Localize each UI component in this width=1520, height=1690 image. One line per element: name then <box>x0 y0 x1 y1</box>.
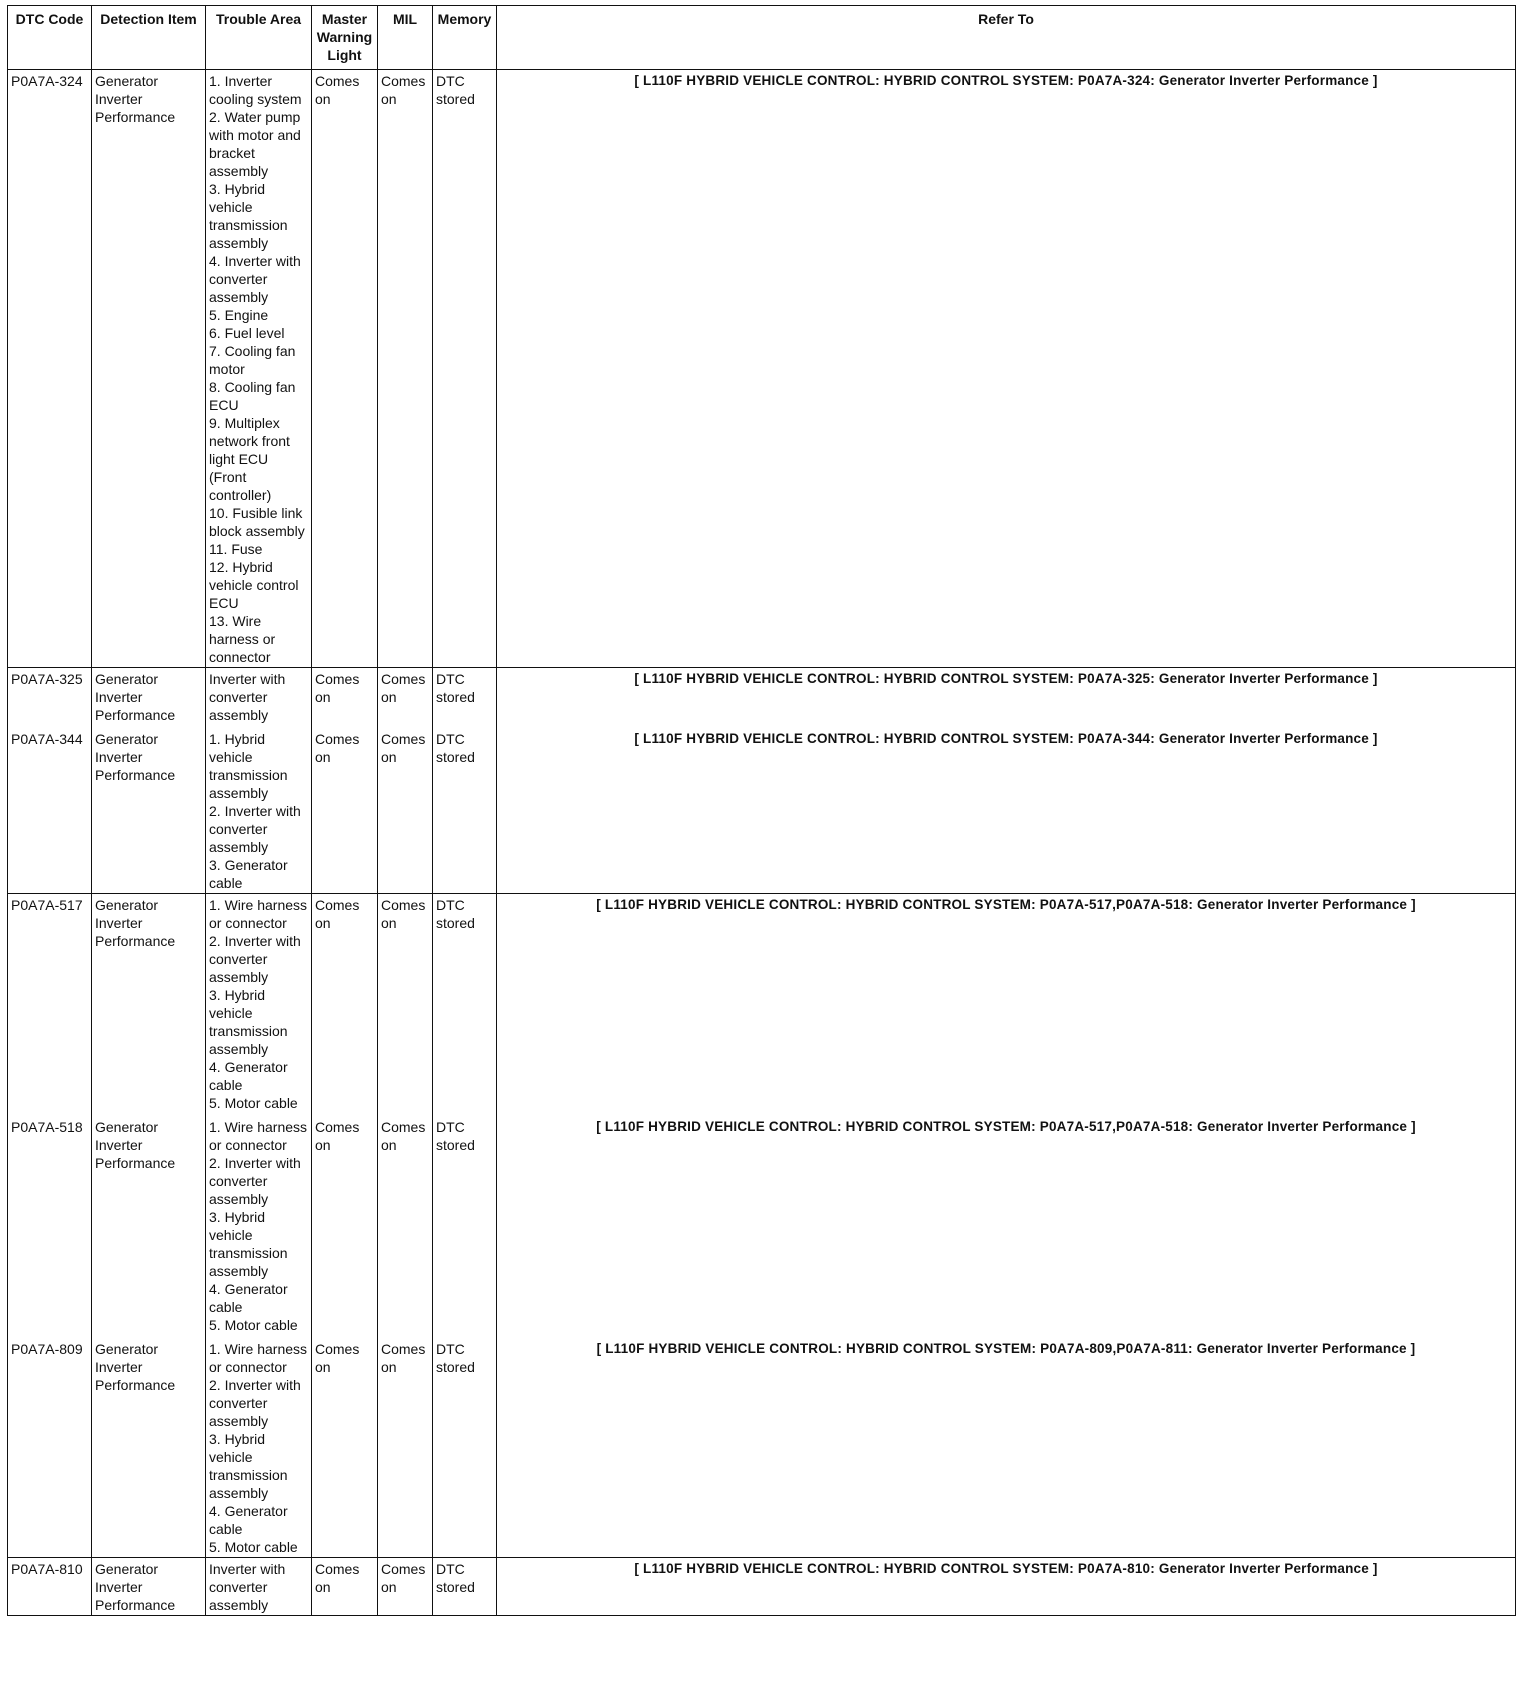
dtc-code-cell: P0A7A-810 <box>8 1558 92 1616</box>
table-row <box>8 1338 1516 1558</box>
dtc-code-cell: P0A7A-517 <box>8 894 92 1117</box>
memory-cell: DTC stored <box>433 728 497 894</box>
trouble-area-cell <box>206 894 312 1117</box>
trouble-area-line: 4. Inverter with converter assembly <box>209 253 301 305</box>
table-row <box>8 668 1516 729</box>
detection-item-cell: Generator Inverter Performance <box>92 1338 206 1558</box>
dtc-code-cell: P0A7A-809 <box>8 1338 92 1558</box>
dtc-code-cell: P0A7A-518 <box>8 1116 92 1338</box>
table-row <box>8 1116 1516 1338</box>
detection-item-cell: Generator Inverter Performance <box>92 1116 206 1338</box>
trouble-area-line: 7. Cooling fan motor <box>209 343 296 377</box>
refer-to-link[interactable]: [ L110F HYBRID VEHICLE CONTROL: HYBRID CONTROL SYSTEM: P0A7A-809,P0A7A-811: Generator Inverter Performance ] <box>497 1338 1516 1558</box>
trouble-area-line: 2. Water pump with motor and bracket assembly <box>209 109 301 179</box>
trouble-area-cell <box>206 1338 312 1558</box>
refer-to-link[interactable]: [ L110F HYBRID VEHICLE CONTROL: HYBRID CONTROL SYSTEM: P0A7A-344: Generator Inverter Performance ] <box>497 728 1516 894</box>
header-master-warning-light: Master Warning Light <box>312 6 378 70</box>
refer-to-link[interactable]: [ L110F HYBRID VEHICLE CONTROL: HYBRID CONTROL SYSTEM: P0A7A-517,P0A7A-518: Generator Inverter Performance ] <box>497 1116 1516 1338</box>
refer-to-link[interactable]: [ L110F HYBRID VEHICLE CONTROL: HYBRID CONTROL SYSTEM: P0A7A-517,P0A7A-518: Generator Inverter Performance ] <box>497 894 1516 1117</box>
mil-cell: Comes on <box>378 1558 433 1616</box>
table-row <box>8 1558 1516 1616</box>
detection-item-cell: Generator Inverter Performance <box>92 70 206 668</box>
master-warning-cell: Comes on <box>312 1558 378 1616</box>
memory-cell: DTC stored <box>433 894 497 1117</box>
memory-cell: DTC stored <box>433 1558 497 1616</box>
trouble-area-cell <box>206 1116 312 1338</box>
trouble-area-line: 8. Cooling fan ECU <box>209 379 296 413</box>
memory-cell: DTC stored <box>433 668 497 729</box>
trouble-area-line: 4. Generator cable <box>209 1059 288 1093</box>
header-refer-to: Refer To <box>497 6 1516 70</box>
dtc-code-cell: P0A7A-344 <box>8 728 92 894</box>
header-mil: MIL <box>378 6 433 70</box>
trouble-area-line: 13. Wire harness or connector <box>209 613 276 665</box>
detection-item-cell: Generator Inverter Performance <box>92 728 206 894</box>
trouble-area-line: 2. Inverter with converter assembly <box>209 1377 301 1429</box>
header-memory: Memory <box>433 6 497 70</box>
master-warning-cell: Comes on <box>312 894 378 1117</box>
trouble-area-line: 5. Motor cable <box>209 1095 298 1111</box>
header-dtc-code: DTC Code <box>8 6 92 70</box>
trouble-area-line: 2. Inverter with converter assembly <box>209 803 301 855</box>
trouble-area-line: 1. Wire harness or connector <box>209 1341 308 1375</box>
trouble-area-line: 6. Fuel level <box>209 325 285 341</box>
trouble-area-line: 3. Generator cable <box>209 857 288 891</box>
trouble-area-line: 3. Hybrid vehicle transmission assembly <box>209 987 288 1057</box>
table-header-row <box>8 6 1516 70</box>
trouble-area-line: 10. Fusible link block assembly <box>209 505 305 539</box>
trouble-area-line: 2. Inverter with converter assembly <box>209 933 301 985</box>
dtc-code-cell: P0A7A-324 <box>8 70 92 668</box>
memory-cell: DTC stored <box>433 70 497 668</box>
master-warning-cell: Comes on <box>312 668 378 729</box>
header-trouble-area: Trouble Area <box>206 6 312 70</box>
trouble-area-line: 1. Inverter cooling system <box>209 73 302 107</box>
detection-item-cell: Generator Inverter Performance <box>92 894 206 1117</box>
trouble-area-cell <box>206 668 312 729</box>
table-row <box>8 894 1516 1117</box>
mil-cell: Comes on <box>378 894 433 1117</box>
mil-cell: Comes on <box>378 1338 433 1558</box>
trouble-area-line: 5. Engine <box>209 307 269 323</box>
trouble-area-cell <box>206 70 312 668</box>
trouble-area-line: 9. Multiplex network front light ECU (Front controller) <box>209 415 290 503</box>
dtc-table <box>7 5 1516 1616</box>
mil-cell: Comes on <box>378 728 433 894</box>
trouble-area-line: 1. Wire harness or connector <box>209 897 308 931</box>
detection-item-cell: Generator Inverter Performance <box>92 668 206 729</box>
trouble-area-line: 3. Hybrid vehicle transmission assembly <box>209 1209 288 1279</box>
trouble-area-line: 4. Generator cable <box>209 1281 288 1315</box>
trouble-area-line: 12. Hybrid vehicle control ECU <box>209 559 299 611</box>
header-detection-item: Detection Item <box>92 6 206 70</box>
trouble-area-line: 3. Hybrid vehicle transmission assembly <box>209 1431 288 1501</box>
trouble-area-line: 11. Fuse <box>209 541 263 557</box>
trouble-area-line: 4. Generator cable <box>209 1503 288 1537</box>
trouble-area-line: 5. Motor cable <box>209 1317 298 1333</box>
trouble-area-line: 3. Hybrid vehicle transmission assembly <box>209 181 288 251</box>
trouble-area-cell <box>206 728 312 894</box>
master-warning-cell: Comes on <box>312 1116 378 1338</box>
refer-to-link[interactable]: [ L110F HYBRID VEHICLE CONTROL: HYBRID CONTROL SYSTEM: P0A7A-325: Generator Inverter Performance ] <box>497 668 1516 729</box>
table-row <box>8 70 1516 668</box>
dtc-table-page <box>7 5 1515 1616</box>
detection-item-cell: Generator Inverter Performance <box>92 1558 206 1616</box>
trouble-area-line: 1. Hybrid vehicle transmission assembly <box>209 731 288 801</box>
refer-to-link[interactable]: [ L110F HYBRID VEHICLE CONTROL: HYBRID CONTROL SYSTEM: P0A7A-324: Generator Inverter Performance ] <box>497 70 1516 668</box>
mil-cell: Comes on <box>378 1116 433 1338</box>
master-warning-cell: Comes on <box>312 1338 378 1558</box>
trouble-area-line: Inverter with converter assembly <box>209 671 286 723</box>
master-warning-cell: Comes on <box>312 728 378 894</box>
master-warning-cell: Comes on <box>312 70 378 668</box>
table-row <box>8 728 1516 894</box>
trouble-area-line: 2. Inverter with converter assembly <box>209 1155 301 1207</box>
refer-to-link[interactable]: [ L110F HYBRID VEHICLE CONTROL: HYBRID CONTROL SYSTEM: P0A7A-810: Generator Inverter Performance ] <box>497 1558 1516 1616</box>
trouble-area-cell <box>206 1558 312 1616</box>
trouble-area-line: Inverter with converter assembly <box>209 1561 286 1613</box>
dtc-code-cell: P0A7A-325 <box>8 668 92 729</box>
mil-cell: Comes on <box>378 70 433 668</box>
memory-cell: DTC stored <box>433 1116 497 1338</box>
memory-cell: DTC stored <box>433 1338 497 1558</box>
mil-cell: Comes on <box>378 668 433 729</box>
trouble-area-line: 1. Wire harness or connector <box>209 1119 308 1153</box>
trouble-area-line: 5. Motor cable <box>209 1539 298 1555</box>
